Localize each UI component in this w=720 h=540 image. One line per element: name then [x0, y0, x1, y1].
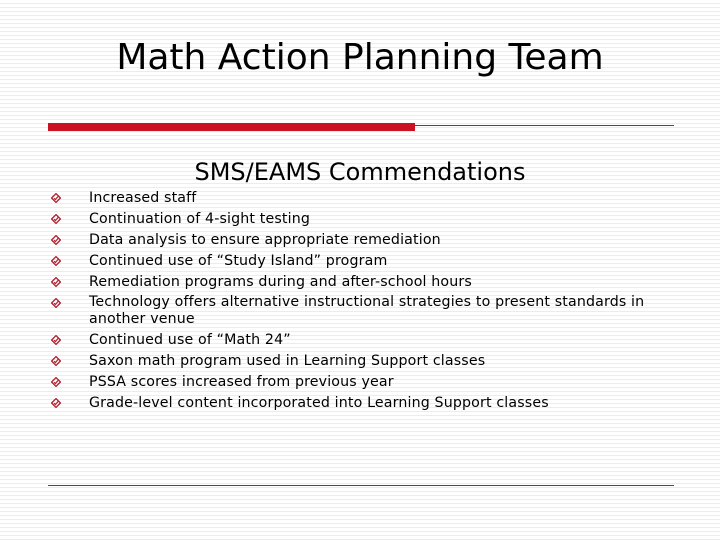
bullet-text: PSSA scores increased from previous year: [89, 374, 394, 390]
bullet-item: [50, 252, 690, 270]
bullet-text: Technology offers alternative instructional strategies to present standards in another venue: [89, 294, 645, 327]
bullet-text: Continued use of “Math 24”: [89, 332, 291, 348]
diamond-bullet-icon: [51, 235, 61, 245]
title-divider: [48, 122, 674, 131]
diamond-bullet-icon: [51, 277, 61, 287]
diamond-bullet-icon: [51, 193, 61, 203]
bullet-item: [50, 189, 690, 207]
bullet-item: [50, 352, 690, 370]
bullet-text: Increased staff: [89, 190, 197, 206]
diamond-bullet-icon: [51, 256, 61, 266]
diamond-bullet-icon: [51, 356, 61, 366]
diamond-bullet-icon: [51, 298, 61, 308]
bullet-text: Continuation of 4-sight testing: [89, 211, 311, 227]
bullet-item: [50, 231, 690, 249]
slide-title: Math Action Planning Team: [116, 37, 604, 78]
bullet-item: [50, 210, 690, 228]
bullet-text: Continued use of “Study Island” program: [89, 253, 388, 269]
bullet-text: Data analysis to ensure appropriate remediation: [89, 232, 441, 248]
bullet-item: [50, 373, 690, 391]
diamond-bullet-icon: [51, 214, 61, 224]
diamond-bullet-icon: [51, 377, 61, 387]
bullet-item: [50, 331, 690, 349]
slide-subtitle: SMS/EAMS Commendations: [194, 158, 526, 186]
bullet-text: Saxon math program used in Learning Support classes: [89, 353, 486, 369]
diamond-bullet-icon: [51, 398, 61, 408]
bullet-list: [50, 189, 690, 415]
footer-divider: [48, 485, 674, 486]
title-divider-accent-bar: [48, 123, 415, 131]
bullet-text: Grade-level content incorporated into Learning Support classes: [89, 395, 549, 411]
diamond-bullet-icon: [51, 335, 61, 345]
bullet-item: [50, 273, 690, 291]
bullet-item: [50, 294, 690, 328]
bullet-item: [50, 394, 690, 412]
bullet-text: Remediation programs during and after-school hours: [89, 274, 472, 290]
